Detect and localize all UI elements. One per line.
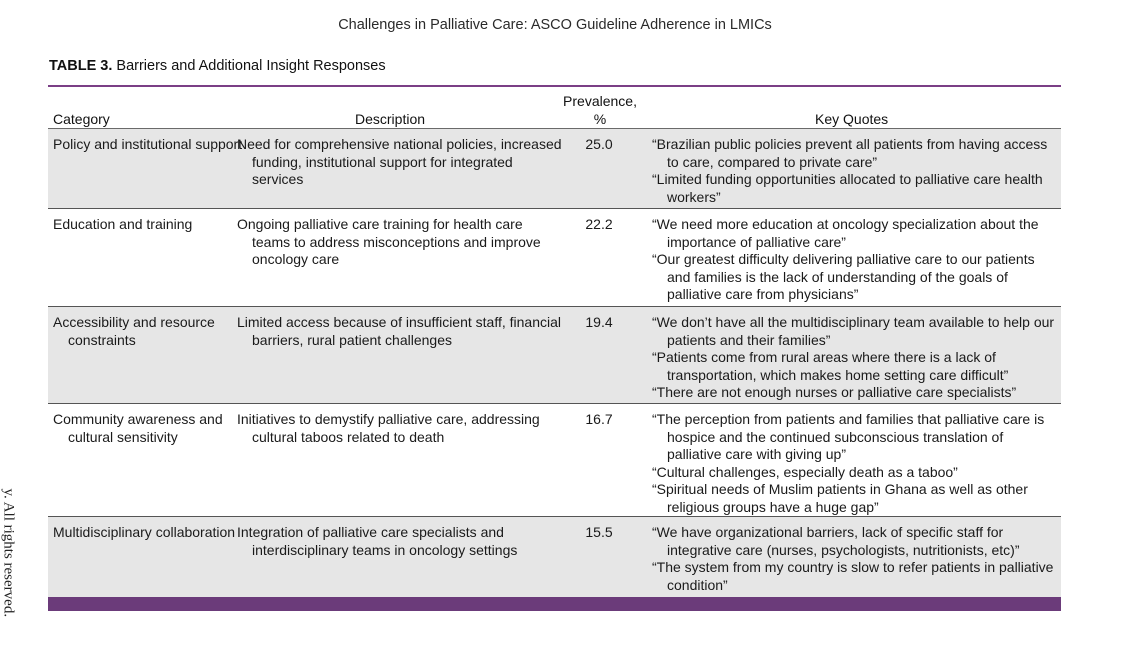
table-label: TABLE 3. [49,58,113,74]
row-prevalence: 25.0 [585,136,613,152]
row-description: Limited access because of insufficient staff, financial barriers, rural patient challenges [237,314,561,348]
row-description: Need for comprehensive national policies, increased funding, institutional support for integrated services [237,136,562,187]
table-title [49,58,386,74]
row-quote: “Spiritual needs of Muslim patients in Ghana as well as other religious groups have a huge gap” [652,481,1028,515]
row-quote: “Brazilian public policies prevent all patients from having access to care, compared to private care” [652,136,1048,170]
row-quote: “Our greatest difficulty delivering palliative care to our patients and families is the lack of understanding of the goals of palliative care from physicians” [652,251,1035,302]
row-quote: “Cultural challenges, especially death as a taboo” [652,463,958,480]
column-header-description: Description [355,111,426,127]
row-quote: “We need more education at oncology specialization about the importance of palliative care” [652,216,1039,250]
side-copyright-note: y. All rights reserved. [0,488,17,618]
row-description: Integration of palliative care specialists and interdisciplinary teams in oncology settings [237,524,518,558]
row-quote: “The perception from patients and families that palliative care is hospice and the continued subconscious translation of palliative care with giving up” [652,411,1045,462]
table-caption: Barriers and Additional Insight Responses [116,58,386,74]
column-header-prevalence-line1: Prevalence, [563,93,637,109]
running-header: Challenges in Palliative Care: ASCO Guideline Adherence in LMICs [338,17,772,33]
row-quote: “We have organizational barriers, lack of specific staff for integrative care (nurses, psychologists, nutritionists, etc)” [652,524,1020,558]
row-category: Education and training [53,216,193,232]
row-quote: “Patients come from rural areas where there is a lack of transportation, which makes home setting care difficult” [652,349,1009,383]
row-category: Multidisciplinary collaboration [53,524,236,540]
row-description: Initiatives to demystify palliative care, addressing cultural taboos related to death [237,411,540,445]
row-prevalence: 22.2 [585,216,613,232]
table-row [48,307,1061,403]
row-category: Community awareness and cultural sensitivity [53,411,223,445]
row-quote: “Limited funding opportunities allocated to palliative care health workers” [652,171,1043,205]
table-row [48,129,1061,208]
table-row [48,517,1061,597]
row-quotes [652,216,1057,304]
table-top-rule [48,85,1061,87]
row-quotes [652,314,1057,402]
row-category: Policy and institutional support [53,136,243,152]
row-category: Accessibility and resource constraints [53,314,215,348]
row-prevalence: 16.7 [585,411,613,427]
table-row [48,404,1061,516]
row-prevalence: 19.4 [585,314,613,330]
column-header-quotes: Key Quotes [815,111,889,127]
column-header-prevalence-line2: % [593,111,607,127]
row-description: Ongoing palliative care training for health care teams to address misconceptions and improve oncology care [237,216,541,267]
row-quote: “We don’t have all the multidisciplinary team available to help our patients and their families” [652,314,1055,348]
row-quote: “The system from my country is slow to refer patients in palliative condition” [652,559,1054,593]
column-header-category: Category [53,111,110,127]
row-quotes [652,411,1057,516]
row-prevalence: 15.5 [585,524,613,540]
table-row [48,209,1061,306]
row-quote: “There are not enough nurses or palliative care specialists” [652,384,1017,400]
column-header-prevalence [548,92,652,128]
table-bottom-bar [48,597,1061,611]
row-quotes [652,136,1057,206]
row-quotes [652,524,1057,594]
